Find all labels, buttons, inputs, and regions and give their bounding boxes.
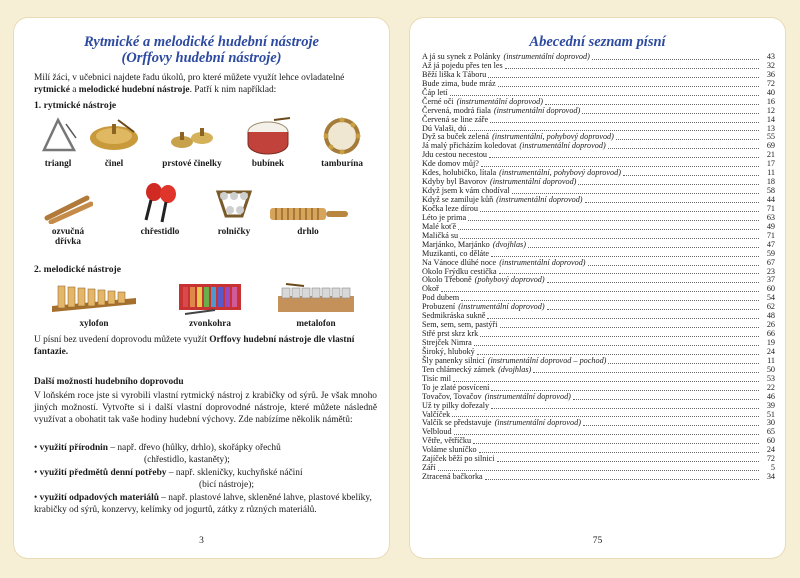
song-title: Kočka leze dírou (422, 203, 478, 213)
song-page-number: 53 (766, 373, 775, 383)
song-page-number: 23 (766, 266, 775, 276)
song-page-number: 24 (766, 445, 775, 455)
leader-dots (512, 193, 759, 194)
leader-dots (468, 220, 759, 221)
song-title: Dyž sa buček zelená (422, 132, 490, 142)
leader-dots (583, 425, 759, 426)
song-note: (instrumentální doprovod) (493, 105, 581, 115)
song-entry (422, 276, 775, 285)
song-page-number: 18 (766, 177, 775, 187)
leader-dots (499, 273, 759, 274)
page-number: 75 (592, 536, 603, 546)
song-entry (422, 455, 775, 464)
instrument-drum (240, 116, 296, 168)
song-title: Sedmikráska sukně (422, 311, 486, 321)
leader-dots (461, 300, 759, 301)
song-note: (instrumentální doprovod) (499, 257, 586, 267)
song-page-number: 11 (767, 168, 775, 178)
song-title: Na Vánoce dlúhé noce (422, 257, 497, 267)
instrument-label: triangl (44, 158, 72, 168)
song-page-number: 26 (766, 320, 775, 330)
song-page-number: 24 (766, 346, 775, 356)
song-page-number: 72 (766, 78, 775, 88)
song-title: Voláme sluníčko (422, 445, 477, 455)
left-page (14, 18, 389, 558)
song-title: Široký, hluboký (422, 346, 475, 356)
song-page-number: 59 (766, 248, 775, 258)
song-title: Tovačov, Tovačov (422, 391, 482, 401)
idea-text-2: (bicí nástroje); (199, 480, 254, 490)
song-title: Když se zamiluje kůň (422, 195, 494, 205)
leader-dots (489, 157, 759, 158)
song-page-number: 43 (766, 52, 775, 62)
glockenspiel-icon (175, 280, 245, 316)
song-note: (instrumentální, pohybový doprovod) (499, 168, 621, 178)
song-title: Dú Valaši, dú (422, 123, 467, 133)
instrument-label: ozvučná dřívka (51, 226, 85, 246)
instrument-label: zvonkohra (189, 318, 231, 328)
leader-dots (588, 265, 759, 266)
leader-dots (547, 309, 759, 310)
song-page-number: 30 (766, 418, 775, 428)
song-title: Okolo Třeboně (422, 275, 472, 285)
song-title: Okolo Frýdku cestička (422, 266, 497, 276)
intro-line-a: Milí žáci, v učebnici najdete řadu úkolů, pro které můžete využít lehce ovladatelné (34, 73, 345, 83)
song-title: Už ty pilky dořezaly (422, 400, 490, 410)
maracas-icon (138, 180, 182, 224)
leader-dots (454, 434, 759, 435)
instrument-maracas (132, 180, 188, 236)
leader-dots (452, 416, 759, 417)
leader-dots (497, 461, 759, 462)
metallophone-icon (274, 280, 358, 316)
song-title: Červená se line záře (422, 114, 489, 124)
song-entry (422, 473, 775, 482)
song-title: Černé oči (422, 96, 454, 106)
leader-dots (505, 68, 759, 69)
song-title: Větře, větříčku (422, 436, 472, 446)
leader-dots (545, 104, 759, 105)
tambourine-icon (322, 116, 362, 156)
song-entry (422, 214, 775, 223)
leader-dots (450, 95, 759, 96)
page-title (14, 34, 389, 66)
song-page-number: 60 (766, 284, 775, 294)
song-index (422, 53, 775, 482)
leader-dots (479, 452, 759, 453)
instrument-label: bubínek (251, 158, 285, 168)
song-page-number: 72 (766, 454, 775, 464)
song-entry (422, 402, 775, 411)
song-note: (instrumentální doprovod) (519, 141, 606, 151)
intro-end: . Patří k nim například: (189, 85, 277, 95)
song-page-number: 19 (766, 338, 775, 348)
instrument-label: chřestidlo (140, 226, 180, 236)
section-melodic-heading: 2. melodické nástroje (34, 264, 121, 275)
instrument-label: xylofon (79, 318, 109, 328)
song-page-number: 46 (766, 391, 775, 401)
instrument-cymbal (86, 116, 142, 168)
song-title: Ztracená bačkorka (422, 472, 483, 482)
song-note: (instrumentální doprovod) (456, 96, 543, 106)
leader-dots (623, 175, 759, 176)
title-line-2: (Orffovy hudební nástroje) (121, 50, 282, 66)
song-title: Okoř (422, 284, 439, 294)
song-title: Valčíček (422, 409, 451, 419)
leader-dots (491, 390, 759, 391)
song-title: Sem, sem, sem, pastýři (422, 320, 498, 330)
leader-dots (441, 291, 759, 292)
leader-dots (477, 354, 759, 355)
guiro-icon (266, 202, 350, 224)
ideas-list (34, 442, 379, 517)
song-page-number: 17 (766, 159, 775, 169)
song-page-number: 49 (766, 221, 775, 231)
song-page-number: 71 (766, 203, 775, 213)
song-page-number: 62 (766, 302, 775, 312)
idea-text: – např. dřevo (hůlky, drhlo), skořápky ořechů (107, 443, 281, 453)
song-note: (instrumentální, pohybový doprovod) (492, 132, 614, 142)
song-title: Valčík se představuje (422, 418, 492, 428)
song-note: (instrumentální doprovod) (458, 302, 545, 312)
idea-item: • využití předmětů denní potřeby – např. skleničky, kuchyňské náčiní (bicí nástroje); (34, 468, 303, 490)
finger-cymbals-icon (167, 116, 217, 156)
leader-dots (481, 166, 759, 167)
song-note: (instrumentální doprovod – pochod) (487, 355, 607, 365)
song-title: Až já pojedu přes ten les (422, 60, 503, 70)
instrument-metallophone (270, 280, 362, 328)
song-page-number: 40 (766, 87, 775, 97)
song-page-number: 54 (766, 293, 775, 303)
leader-dots (488, 77, 759, 78)
instrument-label: tamburína (321, 158, 363, 168)
song-page-number: 37 (766, 275, 775, 285)
leader-dots (528, 247, 759, 248)
drum-icon (244, 116, 292, 156)
intro-rhythmic: rytmické (34, 85, 70, 95)
idea-bold: využití přírodnin (39, 443, 108, 453)
triangle-icon (38, 116, 78, 156)
song-page-number: 16 (766, 96, 775, 106)
instrument-tambourine (310, 116, 374, 168)
song-note: (pohybový doprovod) (474, 275, 545, 285)
song-page-number: 65 (766, 427, 775, 437)
song-entry (422, 80, 775, 89)
song-page-number: 50 (766, 364, 775, 374)
idea-text-2: (chřestidlo, kastaněty); (144, 455, 230, 465)
song-title: Marjánko, Marjánko (422, 239, 490, 249)
leader-dots (453, 381, 759, 382)
orff-text: U písní bez uvedení doprovodu můžete využít (34, 335, 210, 345)
song-entry (422, 285, 775, 294)
leader-dots (547, 282, 759, 283)
song-page-number: 21 (766, 150, 775, 160)
leader-dots (487, 318, 759, 319)
song-note: (instrumentální doprovod) (490, 177, 577, 187)
song-title: Bude zima, bude mráz (422, 78, 496, 88)
leader-dots (585, 202, 759, 203)
leader-dots (485, 479, 759, 480)
song-title: Probuzení (422, 302, 456, 312)
leader-dots (490, 122, 759, 123)
orff-bold: Orffovy hudební nástroje dle vlastní fantazie. (34, 335, 355, 357)
bells-icon (212, 186, 256, 224)
song-page-number: 63 (766, 212, 775, 222)
leader-dots (460, 238, 759, 239)
song-entry (422, 116, 775, 125)
song-title: Běží liška k Táboru (422, 69, 487, 79)
song-title: Kdyby byl Bavorov (422, 177, 488, 187)
song-title: Velbloud (422, 427, 452, 437)
song-entry (422, 205, 775, 214)
leader-dots (573, 399, 759, 400)
song-note: (instrumentální doprovod) (494, 418, 581, 428)
sticks-icon (43, 190, 93, 224)
song-title: Když jsem k vám chodíval (422, 186, 510, 196)
instrument-xylophone (48, 280, 140, 328)
song-title: Pod dubem (422, 293, 460, 303)
song-page-number: 14 (766, 114, 775, 124)
song-page-number: 44 (766, 195, 775, 205)
song-page-number: 60 (766, 436, 775, 446)
idea-item: • využití odpadových materiálů – např. plastové lahve, skleněné lahve, plastové kbelíky, krabičky od sýrů, konzervy, kelímky od jogurtů, zátky z různých materiálů. (34, 493, 372, 515)
song-entry (422, 223, 775, 232)
song-note: (dvojhlas) (498, 364, 532, 374)
leader-dots (491, 408, 759, 409)
song-entry (422, 419, 775, 428)
song-page-number: 51 (766, 409, 775, 419)
song-page-number: 66 (766, 329, 775, 339)
idea-item: • využití přírodnin – např. dřevo (hůlky, drhlo), skořápky ořechů (chřestidlo, kastaněty); (34, 443, 281, 465)
song-entry (422, 428, 775, 437)
instrument-label: metalofon (296, 318, 336, 328)
more-paragraph: V loňském roce jste si vyrobili vlastní rytmický nástroj z krabičky od sýrů. Je však mnoho jiných možností. Vytvořte si i další vlastní doprovodné nástroje, které můžete následně využívat a obohatit tak vaše hodiny hudební výchovy. Zde nabízíme několik námětů: (34, 391, 377, 425)
song-title: Kde domov můj? (422, 159, 479, 169)
song-title: Zajíček běží po silnici (422, 454, 495, 464)
idea-bold: využití odpadových materiálů (39, 493, 159, 503)
leader-dots (578, 184, 759, 185)
song-note: (instrumentální doprovod) (503, 52, 590, 62)
idea-text: – např. plastové lahve, skleněné lahve, plastové kbelíky, krabičky od sýrů, konzervy, kelímky od jogurtů, zátky z různých materiálů. (34, 493, 372, 515)
more-heading: Další možnosti hudebního doprovodu (34, 377, 184, 387)
song-title: Kdes, holubičko, lítala (422, 168, 497, 178)
leader-dots (498, 86, 759, 87)
song-title: Muzikanti, co děláte (422, 248, 490, 258)
leader-dots (533, 372, 759, 373)
instrument-label: činel (104, 158, 124, 168)
instrument-glockenspiel (170, 280, 250, 328)
song-page-number: 13 (766, 123, 775, 133)
song-title: Šly panenky silnicí (422, 355, 485, 365)
leader-dots (458, 229, 759, 230)
instrument-bells (204, 186, 264, 236)
song-title: Čáp letí (422, 87, 448, 97)
song-note: (dvojhlas) (492, 239, 526, 249)
song-note: (instrumentální doprovod) (484, 391, 571, 401)
song-page-number: 34 (766, 472, 775, 482)
instrument-label: prstové činelky (162, 158, 222, 168)
song-page-number: 48 (766, 311, 775, 321)
leader-dots (608, 148, 759, 149)
song-page-number: 58 (766, 186, 775, 196)
song-page-number: 55 (766, 132, 775, 142)
song-title: Ten chlámecký zámek (422, 364, 496, 374)
leader-dots (592, 59, 759, 60)
song-note: (instrumentální doprovod) (496, 195, 583, 205)
instrument-finger-cymbals (152, 116, 232, 168)
title-line-1: Rytmické a melodické hudební nástroje (84, 34, 319, 50)
song-title: Jdu cestou necestou (422, 150, 488, 160)
instrument-guiro (266, 202, 350, 236)
section-rhythmic-heading: 1. rytmické nástroje (34, 100, 117, 111)
song-entry (422, 330, 775, 339)
leader-dots (438, 470, 759, 471)
instrument-label: drhlo (297, 226, 319, 236)
song-entry (422, 366, 775, 375)
leader-dots (500, 327, 760, 328)
leader-dots (480, 211, 759, 212)
leader-dots (473, 443, 759, 444)
leader-dots (474, 345, 759, 346)
song-page-number: 67 (766, 257, 775, 267)
song-title: Já malý přicházím koledovat (422, 141, 517, 151)
song-title: To je zlaté posvícení (422, 382, 490, 392)
song-title: Malé koťě (422, 221, 457, 231)
song-page-number: 69 (766, 141, 775, 151)
leader-dots (616, 139, 759, 140)
leader-dots (480, 336, 759, 337)
song-page-number: 71 (766, 230, 775, 240)
instrument-sticks (38, 190, 98, 246)
idea-text: – např. skleničky, kuchyňské náčiní (166, 468, 303, 478)
xylophone-icon (48, 280, 140, 316)
song-title: Střé prst skrz krk (422, 329, 479, 339)
song-title: Tisíc mil (422, 373, 452, 383)
song-page-number: 47 (766, 239, 775, 249)
page-number: 3 (199, 536, 204, 546)
song-page-number: 5 (770, 463, 775, 473)
intro-paragraph (34, 72, 377, 96)
instrument-label: rolničky (217, 226, 251, 236)
song-title: Strejček Nimra (422, 338, 472, 348)
song-title: Léto je prima (422, 212, 467, 222)
intro-melodic: melodické hudební nástroje (78, 85, 190, 95)
orff-paragraph (34, 334, 377, 358)
song-page-number: 39 (766, 400, 775, 410)
song-title: A já su synek z Polánky (422, 52, 501, 62)
song-title: Červená, modrá fiala (422, 105, 491, 115)
leader-dots (468, 130, 759, 131)
song-page-number: 22 (766, 382, 775, 392)
right-page (410, 18, 785, 558)
song-page-number: 32 (766, 60, 775, 70)
leader-dots (582, 113, 759, 114)
cymbal-icon (88, 116, 140, 156)
page-title: Abecední seznam písní (529, 34, 666, 50)
song-page-number: 11 (767, 355, 775, 365)
song-title: Maličká su (422, 230, 459, 240)
song-title: Září (422, 463, 436, 473)
leader-dots (608, 363, 759, 364)
idea-bold: využití předmětů denní potřeby (39, 468, 167, 478)
song-page-number: 36 (766, 69, 775, 79)
song-page-number: 12 (766, 105, 775, 115)
instrument-triangle (34, 116, 82, 168)
leader-dots (491, 256, 759, 257)
intro-and: a (69, 85, 79, 95)
